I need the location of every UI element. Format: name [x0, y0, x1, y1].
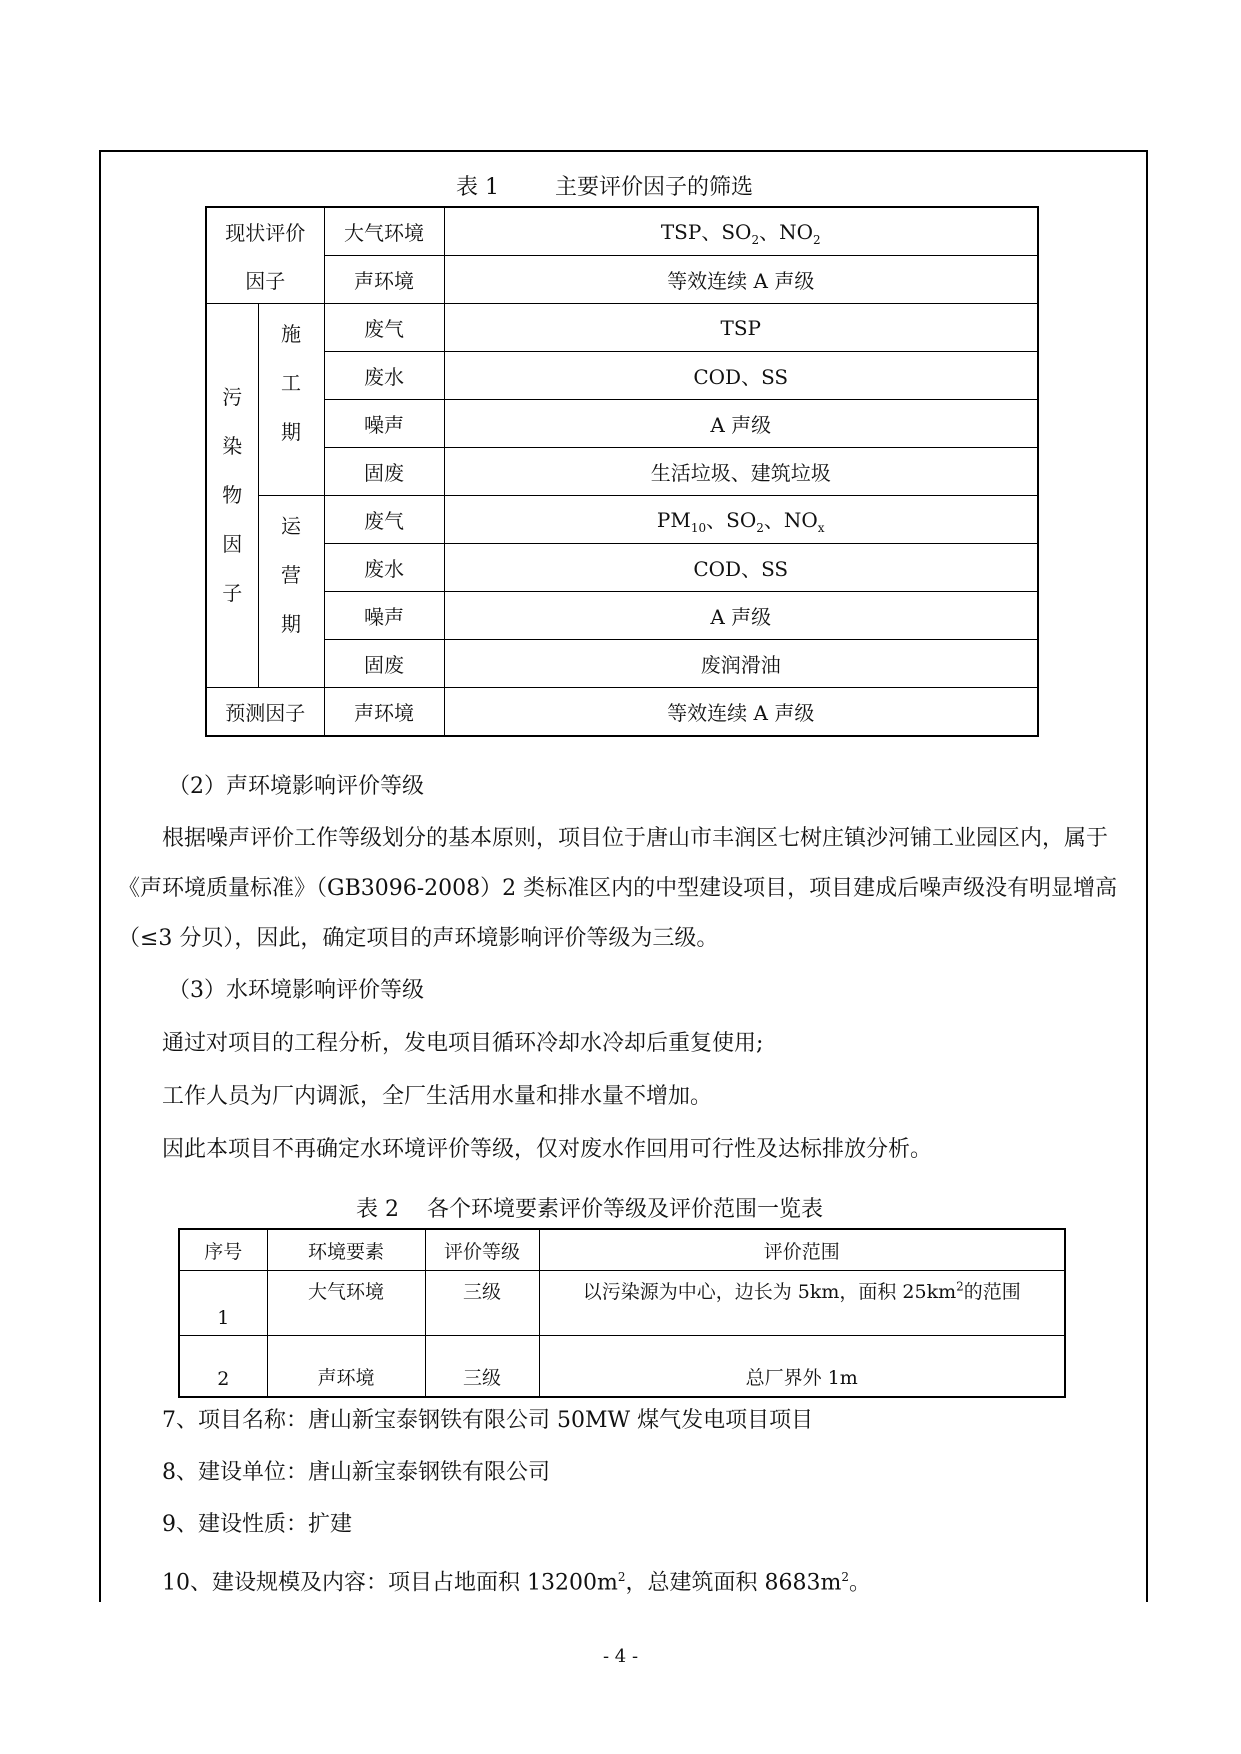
item-nature: 9、建设性质：扩建: [162, 1512, 352, 1537]
factor-value: TSP: [444, 304, 1038, 352]
factor-item: 废水: [324, 352, 444, 400]
table-row: [206, 304, 1038, 352]
row-element: 声环境: [267, 1336, 425, 1398]
factor-value: TSP、$SO_2$、$NO_2$: [444, 207, 1038, 256]
factor-item: 大气环境: [324, 207, 444, 256]
table-row: [206, 592, 1038, 640]
row-level: 三级: [425, 1336, 539, 1398]
table-row: [206, 496, 1038, 544]
factor-value: COD、SS: [444, 352, 1038, 400]
table-row: [206, 207, 1038, 256]
project-info: [118, 1396, 1128, 1608]
factor-value: 等效连续 A 声级: [444, 688, 1038, 737]
row-number: 1: [179, 1271, 267, 1336]
section2-body: 根据噪声评价工作等级划分的基本原则，项目位于唐山市丰润区七树庄镇沙河铺工业园区内，属于《声环境质量标准》（GB3096-2008）2 类标准区内的中型建设项目，项目建成后噪声级没有明显增高（≤3 分贝），因此，确定项目的声环境影响评价等级为三级。: [118, 826, 1118, 951]
factor-item: 废气: [324, 496, 444, 544]
section3-line3: 因此本项目不再确定水环境评价等级，仅对废水作回用可行性及达标排放分析。: [162, 1137, 933, 1162]
factor-value: A 声级: [444, 592, 1038, 640]
table-row: [206, 448, 1038, 496]
factor-item: 噪声: [324, 400, 444, 448]
factor-item: 固废: [324, 640, 444, 688]
row-range: 以污染源为中心，边长为 5km，面积 $25km^2$的范围: [539, 1271, 1065, 1336]
factor-item: 废水: [324, 544, 444, 592]
row-number: 2: [179, 1336, 267, 1398]
header-range: 评价范围: [539, 1229, 1065, 1271]
factor-value: $PM_{10}$、$SO_2$、$NO_x$: [444, 496, 1038, 544]
table-row: [179, 1271, 1065, 1336]
section3-line1: 通过对项目的工程分析，发电项目循环冷却水冷却后重复使用;: [162, 1031, 764, 1056]
item-builder: 8、建设单位：唐山新宝泰钢铁有限公司: [162, 1460, 550, 1485]
table-row: [179, 1336, 1065, 1398]
factor-item: 声环境: [324, 688, 444, 737]
section3: [118, 966, 1128, 1175]
section2: [118, 762, 1128, 964]
table1-caption: [456, 170, 753, 201]
row-level: 三级: [425, 1271, 539, 1336]
current-factor-label-bottom: 因子: [206, 256, 324, 304]
current-factor-label-top: 现状评价: [206, 207, 324, 256]
factor-value: 等效连续 A 声级: [444, 256, 1038, 304]
table-row: [206, 352, 1038, 400]
table2-caption-title: 各个环境要素评价等级及评价范围一览表: [426, 1197, 823, 1222]
header-level: 评价等级: [425, 1229, 539, 1271]
header-element: 环境要素: [267, 1229, 425, 1271]
factor-item: 噪声: [324, 592, 444, 640]
item-scale: 10、建设规模及内容：项目占地面积 $13200m^2$，总建筑面积 $8683m^2$。: [162, 1570, 871, 1596]
row-range: 总厂界外 1m: [539, 1336, 1065, 1398]
construction-period-label: 施 工 期: [258, 304, 324, 496]
table-row: [206, 400, 1038, 448]
factor-item: 固废: [324, 448, 444, 496]
table-row: [206, 688, 1038, 737]
table-row: [206, 640, 1038, 688]
item-project-name: 7、项目名称：唐山新宝泰钢铁有限公司 50MW 煤气发电项目项目: [162, 1408, 814, 1433]
predict-factor-label: 预测因子: [206, 688, 324, 737]
evaluation-factor-table: [205, 206, 1039, 737]
table-row: [206, 256, 1038, 304]
factor-item: 声环境: [324, 256, 444, 304]
table-header-row: [179, 1229, 1065, 1271]
pollutant-factor-label: 污 染 物 因 子: [206, 304, 258, 688]
factor-value: COD、SS: [444, 544, 1038, 592]
page-number: - 4 -: [602, 1646, 639, 1667]
row-element: 大气环境: [267, 1271, 425, 1336]
table1-caption-number: 表 1: [456, 175, 499, 200]
factor-value: 废润滑油: [444, 640, 1038, 688]
table1-caption-title: 主要评价因子的筛选: [554, 175, 753, 200]
operation-period-label: 运 营 期: [258, 496, 324, 688]
table2-caption: [356, 1192, 823, 1223]
header-number: 序号: [179, 1229, 267, 1271]
table2-caption-number: 表 2: [356, 1197, 399, 1222]
factor-value: 生活垃圾、建筑垃圾: [444, 448, 1038, 496]
section2-heading: （2）声环境影响评价等级: [168, 774, 424, 799]
section3-line2: 工作人员为厂内调派，全厂生活用水量和排水量不增加。: [162, 1084, 713, 1109]
section3-heading: （3）水环境影响评价等级: [168, 978, 424, 1003]
factor-value: A 声级: [444, 400, 1038, 448]
table-row: [206, 544, 1038, 592]
factor-item: 废气: [324, 304, 444, 352]
evaluation-range-table: [178, 1228, 1066, 1398]
